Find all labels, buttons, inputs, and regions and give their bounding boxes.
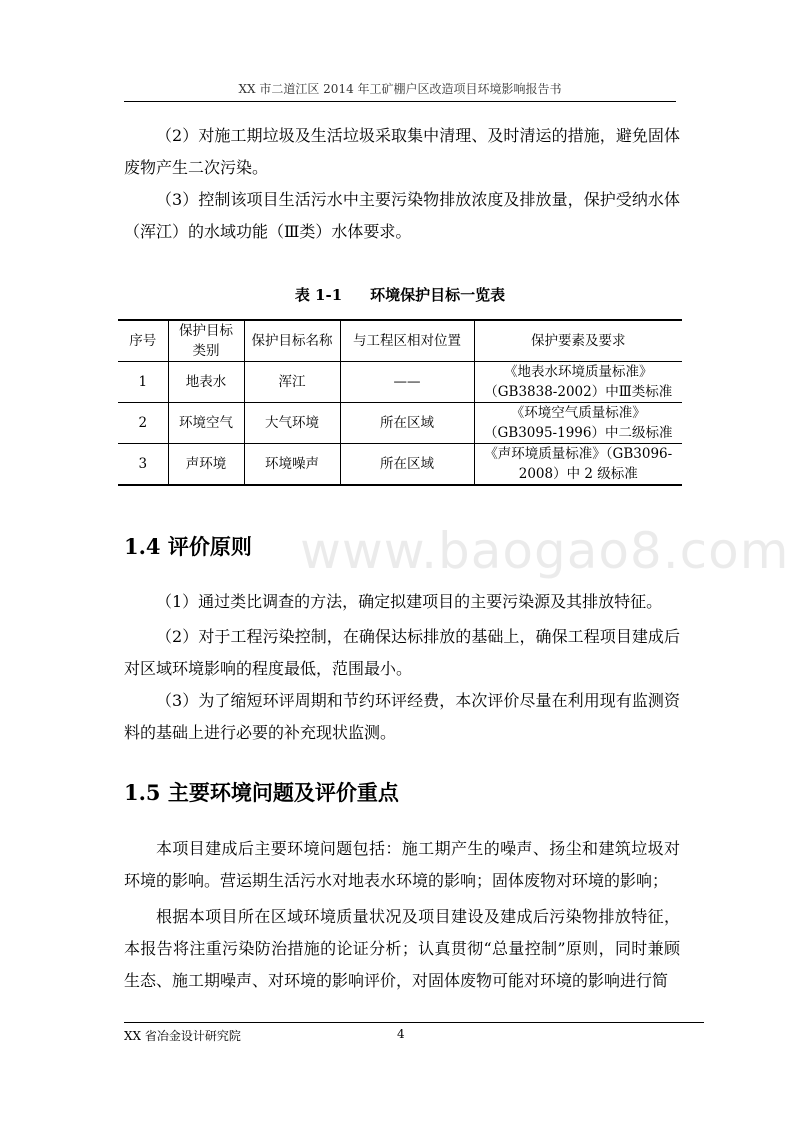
header-divider (124, 101, 676, 102)
cell-name: 浑江 (244, 362, 340, 403)
section-1-5-paragraph-1: 本项目建成后主要环境问题包括：施工期产生的噪声、扬尘和建筑垃圾对环境的影响。营运期生活污水对地表水环境的影响；固体废物对环境的影响； (124, 839, 680, 890)
table-caption-number: 表 1-1 (294, 286, 343, 304)
header-requirement: 保护要素及要求 (474, 320, 682, 362)
section-1-4-paragraph-3: （3）为了缩短环评周期和节约环评经费，本次评价尽量在利用现有监测资料的基础上进行必要的补充现状监测。 (124, 691, 680, 742)
table-row (118, 362, 682, 403)
cell-no: 2 (118, 403, 168, 444)
footer-divider (124, 1022, 704, 1023)
environment-protection-table (118, 319, 682, 486)
header-category: 保护目标类别 (168, 320, 244, 362)
cell-position: —— (340, 362, 474, 403)
cell-position: 所在区域 (340, 403, 474, 444)
cell-no: 3 (118, 444, 168, 486)
table-header-row (118, 320, 682, 362)
footer-organization: XX 省冶金设计研究院 (124, 1029, 241, 1043)
section-1-4-paragraph-2: （2）对于工程污染控制，在确保达标排放的基础上，确保工程项目建成后对区域环境影响的程度最低，范围最小。 (124, 627, 680, 678)
section-1-5-paragraph-2: 根据本项目所在区域环境质量状况及项目建设及建成后污染物排放特征，本报告将注重污染防治措施的论证分析；认真贯彻“总量控制”原则，同时兼顾生态、施工期噪声、对环境的影响评价，对固体废物可能对环境的影响进行简 (124, 907, 680, 990)
cell-name: 环境噪声 (244, 444, 340, 486)
header-no: 序号 (118, 320, 168, 362)
cell-name: 大气环境 (244, 403, 340, 444)
watermark: www.baogao8.com (300, 522, 790, 580)
cell-requirement: 《地表水环境质量标准》（GB3838-2002）中Ⅲ类标准 (474, 362, 682, 403)
intro-paragraph-2: （2）对施工期垃圾及生活垃圾采取集中清理、及时清运的措施，避免固体废物产生二次污染。 (124, 126, 680, 177)
intro-paragraph-3: （3）控制该项目生活污水中主要污染物排放浓度及排放量，保护受纳水体（浑江）的水域功能（Ⅲ类）水体要求。 (124, 190, 680, 241)
section-heading-1-4: 1.4 评价原则 (124, 534, 252, 559)
page-number: 4 (397, 1027, 405, 1041)
cell-category: 环境空气 (168, 403, 244, 444)
cell-no: 1 (118, 362, 168, 403)
table-row (118, 403, 682, 444)
table-caption (0, 284, 800, 305)
header-position: 与工程区相对位置 (340, 320, 474, 362)
cell-category: 声环境 (168, 444, 244, 486)
cell-requirement: 《声环境质量标准》（GB3096-2008）中 2 级标准 (474, 444, 682, 486)
cell-requirement: 《环境空气质量标准》（GB3095-1996）中二级标准 (474, 403, 682, 444)
section-1-4-paragraph-1: （1）通过类比调查的方法，确定拟建项目的主要污染源及其排放特征。 (156, 592, 663, 611)
cell-category: 地表水 (168, 362, 244, 403)
page-header-title: XX 市二道江区 2014 年工矿棚户区改造项目环境影响报告书 (238, 82, 562, 96)
table-row (118, 444, 682, 486)
header-name: 保护目标名称 (244, 320, 340, 362)
section-heading-1-5: 1.5 主要环境问题及评价重点 (124, 780, 399, 805)
cell-position: 所在区域 (340, 444, 474, 486)
table-caption-title: 环境保护目标一览表 (370, 286, 506, 304)
